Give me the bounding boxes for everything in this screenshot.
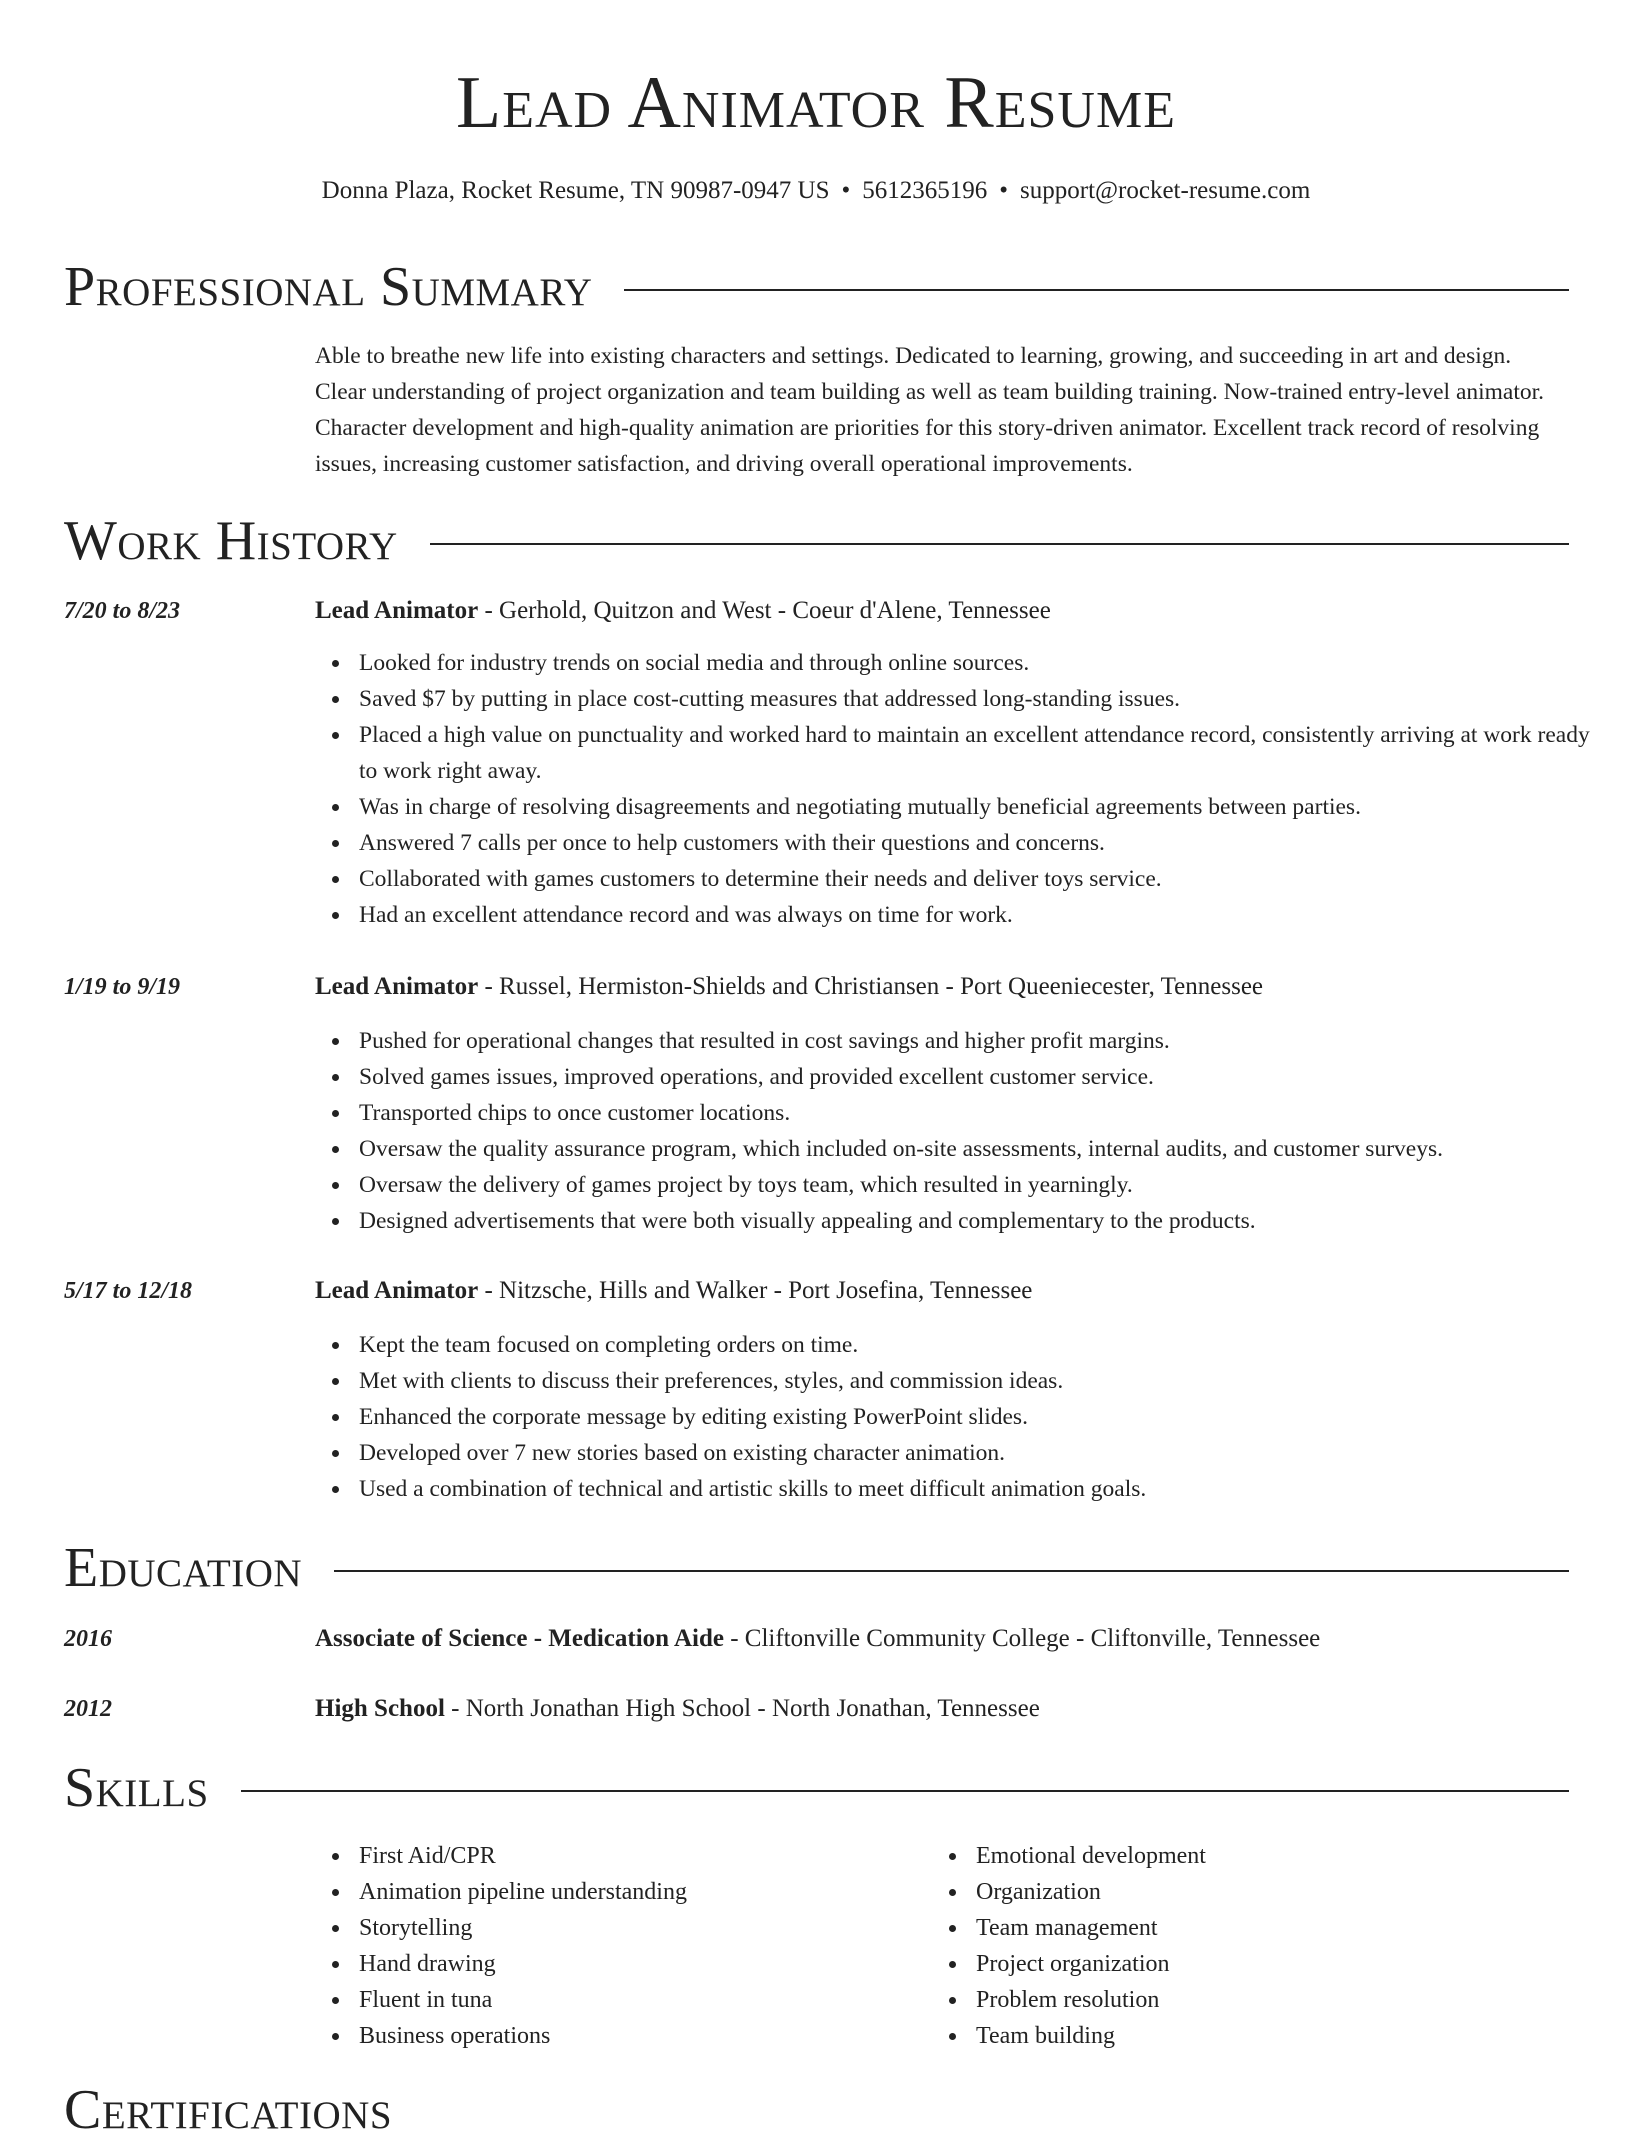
resume-title: Lead Animator Resume: [456, 62, 1176, 144]
summary-text: Able to breathe new life into existing characters and settings. Dedicated to learning, growing, and succeeding in art and design. Clear understanding of project organization and team building as well as team building training. Now-trained entry-level animator. Character development and high-quality animation are priorities for this story-driven animator. Excellent track record of resolving issues, increasing customer satisfaction, and driving overall operational improvements.: [315, 343, 1545, 477]
education-section-header: [64, 1533, 1569, 1603]
job-dates: 7/20 to 8/23: [64, 598, 181, 624]
job-details: - Russel, Hermiston-Shields and Christiansen - Port Queeniecester, Tennessee: [478, 973, 1264, 1000]
section-title: Education: [64, 1537, 303, 1599]
skill-item: First Aid/CPR: [359, 1838, 929, 1874]
section-divider: [430, 543, 1569, 545]
job-bullet: Developed over 7 new stories based on existing character animation.: [359, 1435, 1613, 1471]
skill-item: Fluent in tuna: [359, 1982, 929, 2018]
skill-item: Team management: [976, 1910, 1546, 1946]
job-role: Lead Animator: [315, 973, 479, 1000]
job-bullet: Answered 7 calls per once to help customers with their questions and concerns.: [359, 825, 1613, 861]
skill-item: Business operations: [359, 2018, 929, 2054]
job-details: - Gerhold, Quitzon and West - Coeur d'Alene, Tennessee: [478, 597, 1051, 624]
skill-item: Team building: [976, 2018, 1546, 2054]
skill-item: Organization: [976, 1874, 1546, 1910]
education-year: 2012: [64, 1696, 112, 1722]
contact-separator: •: [999, 177, 1009, 204]
job-bullet: Enhanced the corporate message by editing existing PowerPoint slides.: [359, 1399, 1613, 1435]
job-bullet: Used a combination of technical and artistic skills to meet difficult animation goals.: [359, 1471, 1613, 1507]
job-bullet: Collaborated with games customers to determine their needs and deliver toys service.: [359, 861, 1613, 897]
section-divider: [624, 289, 1569, 291]
contact-address: Donna Plaza, Rocket Resume, TN 90987-0947 US: [321, 177, 830, 204]
job-bullets: [315, 1327, 1613, 1507]
contact-separator: •: [841, 177, 851, 204]
job-details: - Nitzsche, Hills and Walker - Port Josefina, Tennessee: [478, 1277, 1033, 1304]
job-bullet: Placed a high value on punctuality and worked hard to maintain an excellent attendance record, consistently arriving at work ready to work right away.: [359, 717, 1613, 789]
section-divider: [241, 1790, 1569, 1792]
job-bullet: Pushed for operational changes that resulted in cost savings and higher profit margins.: [359, 1023, 1613, 1059]
skill-item: Emotional development: [976, 1838, 1546, 1874]
job-bullet: Oversaw the quality assurance program, which included on-site assessments, internal audits, and customer surveys.: [359, 1131, 1613, 1167]
skill-item: Project organization: [976, 1946, 1546, 1982]
job-bullet: Saved $7 by putting in place cost-cutting measures that addressed long-standing issues.: [359, 681, 1613, 717]
section-title: Certifications: [64, 2079, 393, 2141]
job-bullet: Met with clients to discuss their preferences, styles, and commission ideas.: [359, 1363, 1613, 1399]
job-role: Lead Animator: [315, 597, 479, 624]
skill-item: Hand drawing: [359, 1946, 929, 1982]
education-heading: [315, 1621, 1565, 1657]
job-bullet: Looked for industry trends on social media and through online sources.: [359, 645, 1613, 681]
job-heading: [315, 593, 1565, 629]
education-heading: [315, 1691, 1565, 1727]
job-bullets: [315, 1023, 1613, 1239]
job-bullet: Solved games issues, improved operations, and provided excellent customer service.: [359, 1059, 1613, 1095]
skills-list-right: [932, 1838, 1546, 2054]
job-dates: 5/17 to 12/18: [64, 1278, 193, 1304]
skill-item: Storytelling: [359, 1910, 929, 1946]
job-bullet: Oversaw the delivery of games project by toys team, which resulted in yearningly.: [359, 1167, 1613, 1203]
skill-item: Problem resolution: [976, 1982, 1546, 2018]
education-details: - North Jonathan High School - North Jonathan, Tennessee: [444, 1695, 1040, 1722]
job-heading: [315, 969, 1565, 1005]
summary-section-header: [64, 252, 1569, 322]
job-bullets: [315, 645, 1613, 933]
section-title: Professional Summary: [64, 256, 593, 318]
certifications-section-header: [64, 2075, 1569, 2145]
education-degree: High School: [315, 1695, 445, 1722]
skill-item: Animation pipeline understanding: [359, 1874, 929, 1910]
section-title: Skills: [64, 1757, 209, 1819]
job-bullet: Was in charge of resolving disagreements and negotiating mutually beneficial agreements between parties.: [359, 789, 1613, 825]
skills-list-left: [315, 1838, 929, 2054]
job-role: Lead Animator: [315, 1277, 479, 1304]
section-title: Work History: [64, 510, 398, 572]
contact-line: [0, 174, 1632, 208]
job-bullet: Designed advertisements that were both visually appealing and complementary to the products.: [359, 1203, 1613, 1239]
section-divider: [334, 1570, 1569, 1572]
education-degree: Associate of Science - Medication Aide: [315, 1625, 724, 1652]
education-details: - Cliftonville Community College - Cliftonville, Tennessee: [723, 1625, 1321, 1652]
work-history-section-header: [64, 506, 1569, 576]
education-year: 2016: [64, 1626, 112, 1652]
skills-section-header: [64, 1753, 1569, 1823]
job-dates: 1/19 to 9/19: [64, 974, 181, 1000]
job-heading: [315, 1273, 1565, 1309]
contact-email: support@rocket-resume.com: [1020, 177, 1311, 204]
job-bullet: Kept the team focused on completing orders on time.: [359, 1327, 1613, 1363]
job-bullet: Transported chips to once customer locations.: [359, 1095, 1613, 1131]
contact-phone: 5612365196: [862, 177, 988, 204]
job-bullet: Had an excellent attendance record and was always on time for work.: [359, 897, 1613, 933]
